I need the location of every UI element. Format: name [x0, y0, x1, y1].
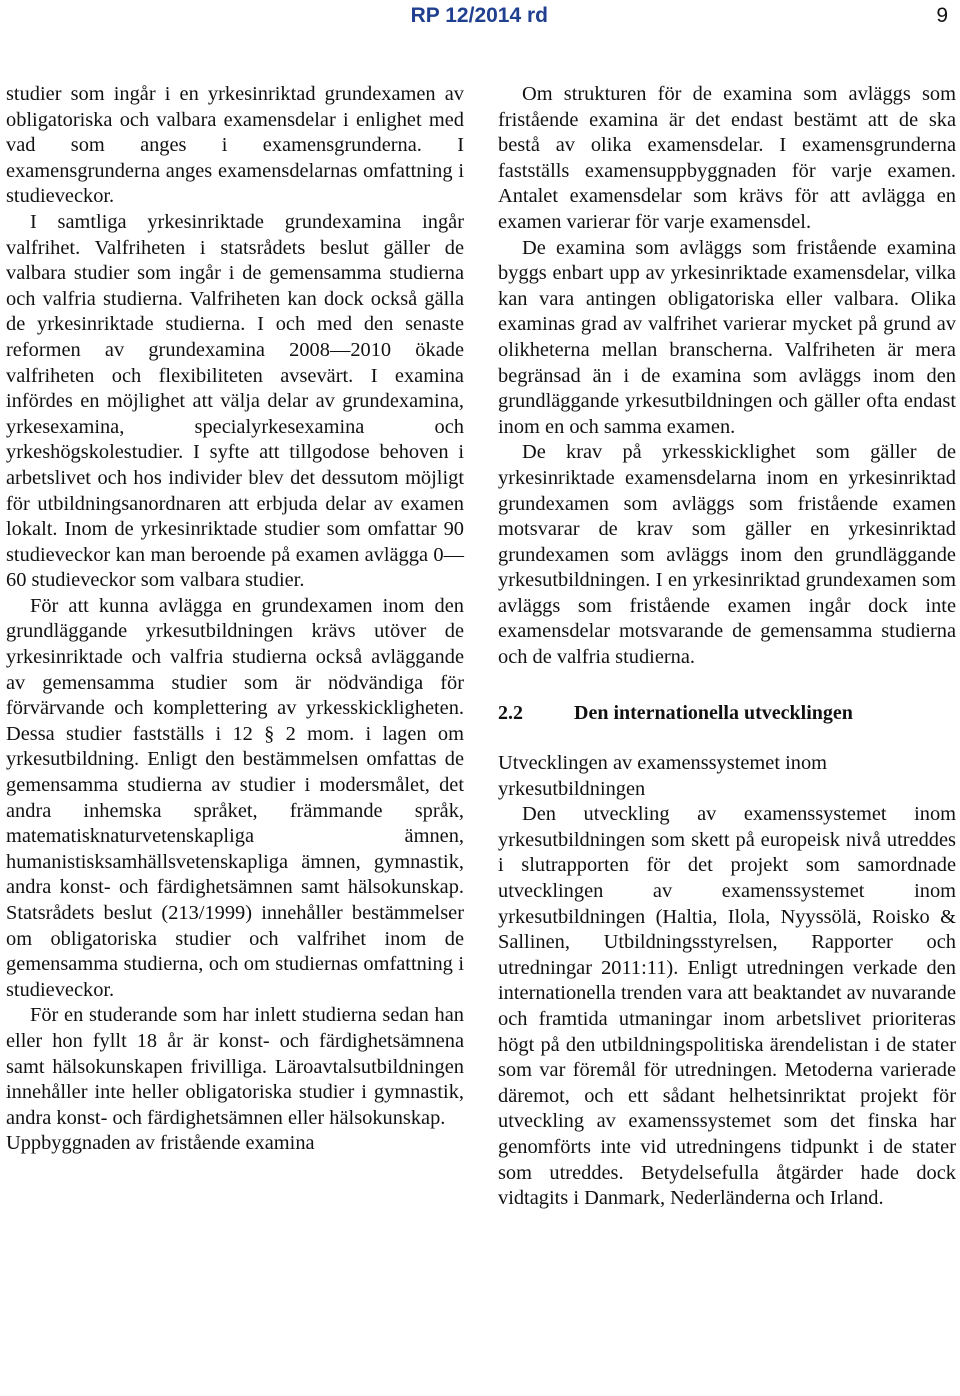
- subheading: Uppbyggnaden av fristående examina: [6, 1132, 315, 1155]
- document-id: RP 12/2014 rd: [410, 4, 548, 27]
- paragraph: De krav på yrkesskicklighet som gäller de yrkesinriktade examensdelarna inom en yrkesinriktad grundexamen som avläggs som fristående examen motsvarar de krav som gäller en yrkesinriktad grundexamen som avläggs inom den grundläggande yrkesutbildningen. I en yrkesinriktad grundexamen som avläggs som fristående examen ingår dock inte examensdelar motsvarande de gemensamma studierna och de valfria studierna.: [498, 441, 956, 669]
- page-number: 9: [936, 4, 948, 27]
- section-heading: [498, 701, 956, 727]
- section-title: Den internationella utvecklingen: [574, 701, 853, 724]
- paragraph: I samtliga yrkesinriktade grundexamina ingår valfrihet. Valfriheten i statsrådets beslut gäller de valbara studier som ingår i de gemensamma studierna och valfria studierna. Valfriheten kan dock också gälla de yrkesinriktade studierna. I och med den senaste reformen av grundexamina 2008—2010 ökade valfriheten och flexibiliteten avsevärt. I examina infördes en möjlighet att välja delar av grundexamina, yrkesexamina, specialyrkesexamina och yrkeshögskolestudier. I syfte att tillgodose behoven i arbetslivet och hos individer blev det dessutom möjligt för utbildningsanordnaren att erbjuda delar av examen lokalt. Inom de yrkesinriktade studier som omfattar 90 studieveckor kan man beroende på examen avlägga 0—60 studieveckor som valbara studier.: [6, 210, 464, 592]
- left-column: [6, 82, 464, 1157]
- paragraph: För att kunna avlägga en grundexamen inom den grundläggande yrkesutbildningen krävs utöver de yrkesinriktade och valfria studierna också avläggande av gemensamma studier som är nödvändiga för förvärvande och komplettering av yrkesskickligheten. Dessa studier fastställs i 12 § 2 mom. i lagen om yrkesutbildning. Enligt den bestämmelsen omfattas de gemensamma studierna av studier i modersmålet, det andra inhemska språket, främmande språk, matematisknaturvetenskapliga ämnen, humanistisksamhällsvetenskapliga ämnen, gymnastik, andra konst- och färdighetsämnen samt hälsokunskap. Statsrådets beslut (213/1999) innehåller bestämmelser om obligatoriska studier och valfrihet inom de gemensamma studierna, och om studiernas omfattning i studieveckor.: [6, 594, 464, 1001]
- section-number: 2.2: [498, 701, 523, 724]
- subheading: Utvecklingen av examenssystemet inom yrkesutbildningen: [498, 752, 827, 801]
- paragraph: studier som ingår i en yrkesinriktad grundexamen av obligatoriska och valbara examensdelar i enlighet med vad som anges i examensgrunderna. I examensgrunderna anges examensdelarnas omfattning i studieveckor.: [6, 83, 464, 208]
- paragraph: Den utveckling av examenssystemet inom yrkesutbildningen som skett på europeisk nivå utreddes i slutrapporten för det projekt som samordnade utvecklingen av examenssystemet inom yrkesutbildningen (Haltia, Ilola, Nyyssölä, Roisko & Sallinen, Utbildningsstyrelsen, Rapporter och utredningar 2011:11). Enligt utredningen verkade den internationella trenden vara att beaktandet av nuvarande och framtida utmaningar inom arbetslivet prioriteras högt på den utbildningspolitiska ärendelistan i de stater som var föremål för utredningen. Metoderna varierade däremot, och ett sådant helhetsinriktat projekt för utveckling av examenssystemet som det finska har genomförts inte vid utredningens tidpunkt i de stater som utreddes. Betydelsefulla åtgärder hade dock vidtagits i Danmark, Nederländerna och Irland.: [498, 803, 956, 1210]
- paragraph: Om strukturen för de examina som avläggs som fristående examina är det endast bestämt att de ska bestå av olika examensdelar. I examensgrunderna fastställs examensuppbyggnaden för varje examen. Antalet examensdelar som krävs för att avlägga en examen varierar för varje examensdel.: [498, 83, 956, 233]
- right-column: [498, 82, 956, 1212]
- page-header: [0, 4, 960, 32]
- paragraph: De examina som avläggs som fristående examina byggs enbart upp av yrkesinriktade examensdelar, vilka kan vara antingen obligatoriska eller valbara. Olika examinas grad av valfrihet varierar mycket på grund av olikheterna mellan branscherna. Valfriheten är mera begränsad än i de examina som avläggs inom den grundläggande yrkesutbildningen och gäller ofta endast inom en och samma examen.: [498, 236, 956, 438]
- paragraph: För en studerande som har inlett studierna sedan han eller hon fyllt 18 år är konst- och färdighetsämnena samt hälsokunskapen frivilliga. Läroavtalsutbildningen innehåller inte heller obligatoriska studier i gymnastik, andra konst- och färdighetsämnen eller hälsokunskap.: [6, 1004, 464, 1129]
